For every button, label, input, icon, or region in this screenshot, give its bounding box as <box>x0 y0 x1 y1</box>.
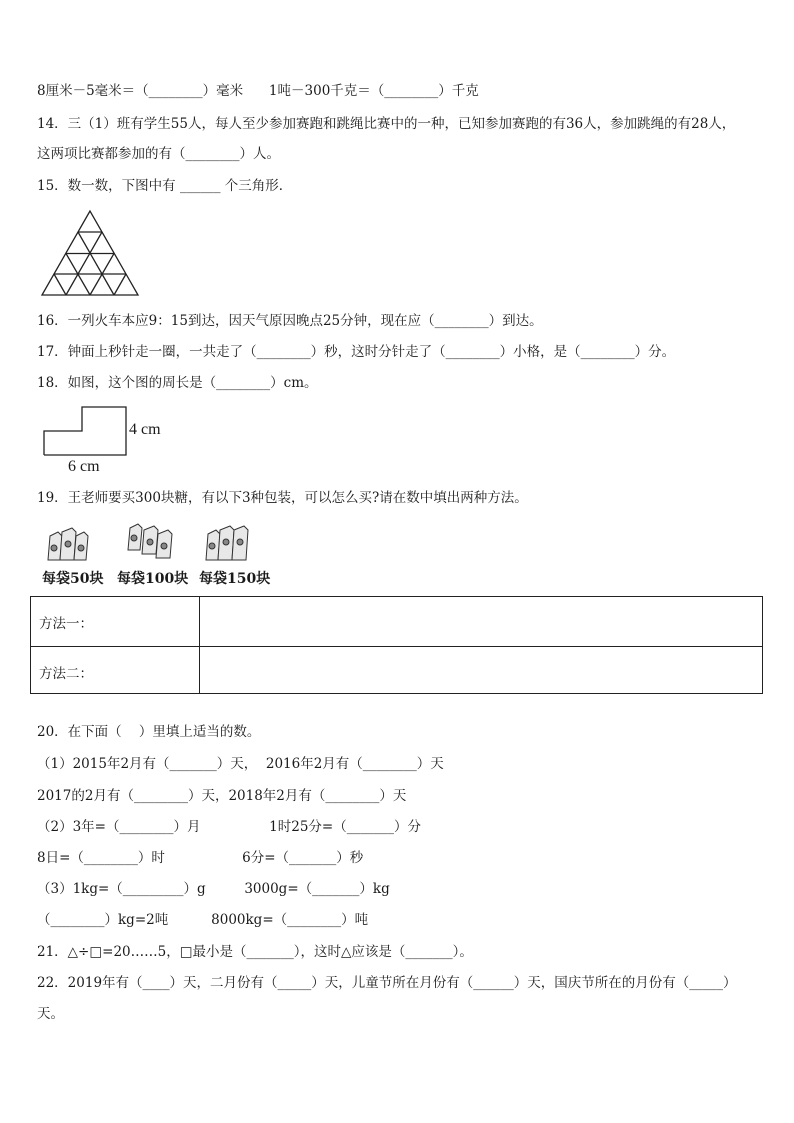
method-1-label: 方法一： <box>39 616 93 632</box>
grid-line-diag3 <box>114 274 126 295</box>
stair-shape-figure <box>40 403 220 475</box>
question-13-line: 8厘米－5毫米＝（________）毫米 1吨－300千克＝（________）千克 <box>37 83 479 99</box>
question-18-line: 18．如图，这个图的周长是（________）cm。 <box>37 375 318 391</box>
methods-table <box>30 596 763 694</box>
bag-label-50: 每袋50块 <box>42 571 104 587</box>
question-20-3-line-1: （3）1kg=（_________）g 3000g=（_______）kg <box>37 881 390 897</box>
method-2-answer-cell[interactable] <box>201 647 762 695</box>
question-20-2-line-2: 8日=（________）时 6分=（_______）秒 <box>37 850 364 866</box>
height-label: 4 cm <box>129 421 161 438</box>
candy-bag-icon <box>124 520 178 562</box>
question-14-line-1: 14．三（1）班有学生55人，每人至少参加赛跑和跳绳比赛中的一种，已知参加赛跑的有36人，参加跳绳的有28人， <box>37 116 736 132</box>
question-22-line-1: 22．2019年有（____）天，二月份有（_____）天，儿童节所在月份有（______）天，国庆节所在的月份有（_____） <box>37 975 737 991</box>
bag-label-150: 每袋150块 <box>199 571 271 587</box>
candy-bag-icon <box>202 522 256 564</box>
width-label: 6 cm <box>68 458 100 475</box>
question-20-1-line-2: 2017的2月有（________）天，2018年2月有（________）天 <box>37 788 407 804</box>
question-16-line: 16．一列火车本应9：15到达，因天气原因晚点25分钟，现在应（________）到达。 <box>37 313 543 329</box>
question-20-2-line-1: （2）3年=（________）月 1时25分=（_______）分 <box>37 819 421 835</box>
table-divider <box>199 597 200 693</box>
method-1-row <box>31 597 762 645</box>
method-1-answer-cell[interactable] <box>201 597 762 645</box>
question-20-1-line-1: （1）2015年2月有（_______）天， 2016年2月有（________）天 <box>37 756 444 772</box>
question-15-line: 15．数一数，下图中有 ______ 个三角形． <box>37 178 293 194</box>
question-21-line: 21．△÷□=20……5，□最小是（_______），这时△应该是（_______）。 <box>37 944 473 960</box>
stair-shape-outline <box>44 407 126 455</box>
question-17-line: 17．钟面上秒针走一圈，一共走了（________）秒，这时分针走了（________）小格，是（________）分。 <box>37 344 676 360</box>
method-2-row <box>31 646 762 695</box>
triangle-figure <box>38 208 142 300</box>
question-19-line: 19．王老师要买300块糖，有以下3种包装，可以怎么买?请在数中填出两种方法。 <box>37 490 528 506</box>
question-14-line-2: 这两项比赛都参加的有（________）人。 <box>37 146 280 162</box>
candy-bag-icon <box>44 522 92 564</box>
question-22-line-2: 天。 <box>37 1006 64 1022</box>
question-20-3-line-2: （________）kg=2吨 8000kg=（________）吨 <box>37 912 369 928</box>
method-2-label: 方法二： <box>39 666 93 682</box>
grid-line-diag6 <box>54 274 66 295</box>
question-20-line: 20．在下面（ ）里填上适当的数。 <box>37 724 261 740</box>
bag-label-100: 每袋100块 <box>117 571 189 587</box>
